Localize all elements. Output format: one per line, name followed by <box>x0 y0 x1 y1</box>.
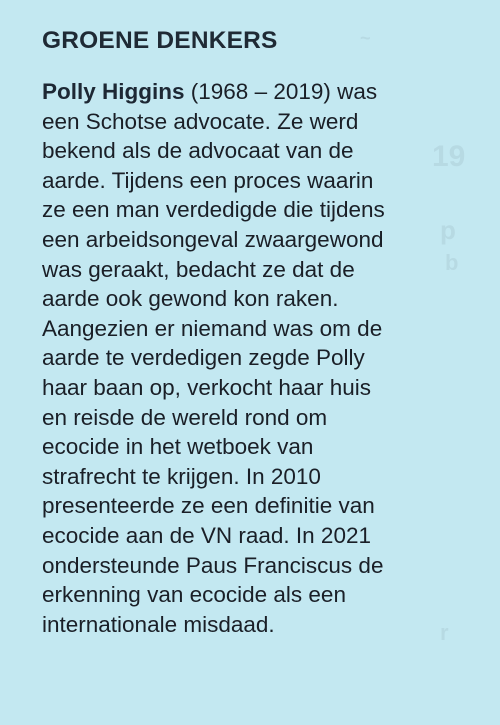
body-line: ze een man verdedigde die tijdens <box>42 197 385 223</box>
body-line: een Schotse advocate. Ze werd <box>42 108 359 134</box>
person-name: Polly Higgins <box>42 79 185 104</box>
body-line-text: (1968 – 2019) was <box>184 79 378 104</box>
body-line: was geraakt, bedacht ze dat de <box>42 256 355 282</box>
body-line: haar baan op, verkocht haar huis <box>42 374 371 400</box>
body-line: een arbeidsongeval zwaargewond <box>42 226 384 252</box>
body-line: strafrecht te krijgen. In 2010 <box>42 463 321 489</box>
bleed-through-mark: 19 <box>432 140 466 173</box>
bleed-through-mark: ~ <box>360 28 371 48</box>
body-line: aarde te verdedigen zegde Polly <box>42 345 365 371</box>
article-body <box>42 77 492 639</box>
body-line: Aangezien er niemand was om de <box>42 315 383 341</box>
body-line: presenteerde ze een definitie van <box>42 493 375 519</box>
body-line: bekend als de advocaat van de <box>42 138 354 164</box>
body-line: ondersteunde Paus Franciscus de <box>42 552 384 578</box>
bleed-through-mark: p <box>440 215 456 245</box>
article-heading: GROENE DENKERS <box>42 27 278 54</box>
body-line: ecocide in het wetboek van <box>42 434 314 460</box>
body-line: ecocide aan de VN raad. In 2021 <box>42 522 371 548</box>
body-line: en reisde de wereld rond om <box>42 404 328 430</box>
body-line: aarde. Tijdens een proces waarin <box>42 167 374 193</box>
body-line: aarde ook gewond kon raken. <box>42 286 339 312</box>
bleed-through-mark: b <box>445 250 459 275</box>
body-line <box>42 77 492 107</box>
body-line: internationale misdaad. <box>42 611 275 637</box>
body-line: erkenning van ecocide als een <box>42 582 346 608</box>
bleed-through-mark: r <box>440 620 449 645</box>
